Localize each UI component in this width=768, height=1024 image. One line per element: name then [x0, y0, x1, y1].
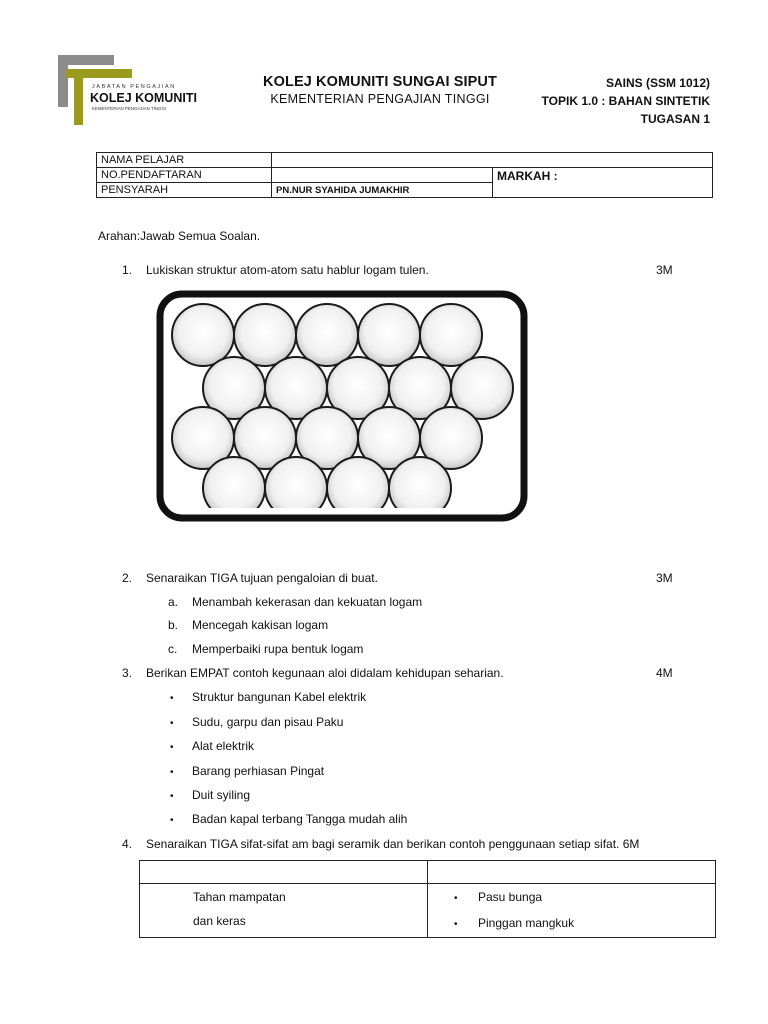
topic-title: TOPIK 1.0 : BAHAN SINTETIK: [541, 94, 710, 108]
student-name-field[interactable]: [272, 153, 713, 168]
answer-3-item: • Badan kapal terbang Tangga mudah alih: [170, 812, 408, 826]
answer-2b: b. Mencegah kakisan logam: [168, 618, 329, 632]
answer-2c: c. Memperbaiki rupa bentuk logam: [168, 642, 364, 656]
table-header-cell: [140, 861, 428, 884]
question-4: 4. Senaraikan TIGA sifat-sifat am bagi seramik dan berikan contoh penggunaan setiap sifat. 6M: [122, 837, 640, 851]
ministry-name: KEMENTERIAN PENGAJIAN TINGGI: [270, 92, 490, 106]
college-name: KOLEJ KOMUNITI SUNGAI SIPUT: [263, 74, 497, 90]
reg-no-field[interactable]: [272, 168, 493, 183]
header-right: [542, 74, 710, 128]
marks-label: MARKAH :: [493, 168, 713, 198]
question-2-marks: 3M: [656, 571, 673, 585]
atom-circle: [172, 304, 234, 366]
atom-circle: [420, 304, 482, 366]
table-header-cell: [428, 861, 716, 884]
reg-no-label: NO.PENDAFTARAN: [97, 168, 272, 183]
question-1-marks: 3M: [656, 263, 673, 277]
subject-code: SAINS (SSM 1012): [605, 76, 710, 90]
use-item: • Pasu bunga: [454, 890, 543, 904]
answer-2a: a. Menambah kekerasan dan kekuatan logam: [168, 595, 423, 609]
kolej-komuniti-logo: [58, 55, 208, 127]
property-cell: Tahan mampatan dan keras: [140, 884, 428, 938]
lecturer-label: PENSYARAH: [97, 183, 272, 198]
svg-text:KEMENTERIAN PENGAJIAN TINGGI: KEMENTERIAN PENGAJIAN TINGGI: [92, 106, 167, 111]
atom-circle: [234, 304, 296, 366]
metal-atom-lattice-drawing: [156, 290, 528, 522]
svg-text:JABATAN PENGAJIAN: JABATAN PENGAJIAN: [92, 84, 176, 90]
use-item: • Pinggan mangkuk: [454, 916, 575, 930]
uses-cell: [428, 884, 716, 938]
ceramic-properties-table: [139, 860, 716, 938]
assignment-title: TUGASAN 1: [640, 112, 710, 126]
question-1: 1. Lukiskan struktur atom-atom satu hablur logam tulen.: [122, 263, 429, 277]
lecturer-name: PN.NUR SYAHIDA JUMAKHIR: [272, 183, 493, 198]
answer-3-item: • Alat elektrik: [170, 739, 255, 753]
svg-text:KOLEJ KOMUNITI: KOLEJ KOMUNITI: [90, 91, 197, 105]
header-center: [250, 74, 510, 106]
answer-3-item: • Barang perhiasan Pingat: [170, 764, 325, 778]
question-3: 3. Berikan EMPAT contoh kegunaan aloi didalam kehidupan seharian.: [122, 666, 504, 680]
student-name-label: NAMA PELAJAR: [97, 153, 272, 168]
answer-3-item: • Struktur bangunan Kabel elektrik: [170, 690, 367, 704]
student-info-table: [96, 152, 713, 198]
atom-circle: [296, 304, 358, 366]
answer-3-item: • Duit syiling: [170, 788, 251, 802]
instruction: Arahan:Jawab Semua Soalan.: [98, 229, 261, 243]
question-2: 2. Senaraikan TIGA tujuan pengaloian di buat.: [122, 571, 378, 585]
question-3-marks: 4M: [656, 666, 673, 680]
atom-circle: [358, 304, 420, 366]
answer-3-item: • Sudu, garpu dan pisau Paku: [170, 715, 344, 729]
